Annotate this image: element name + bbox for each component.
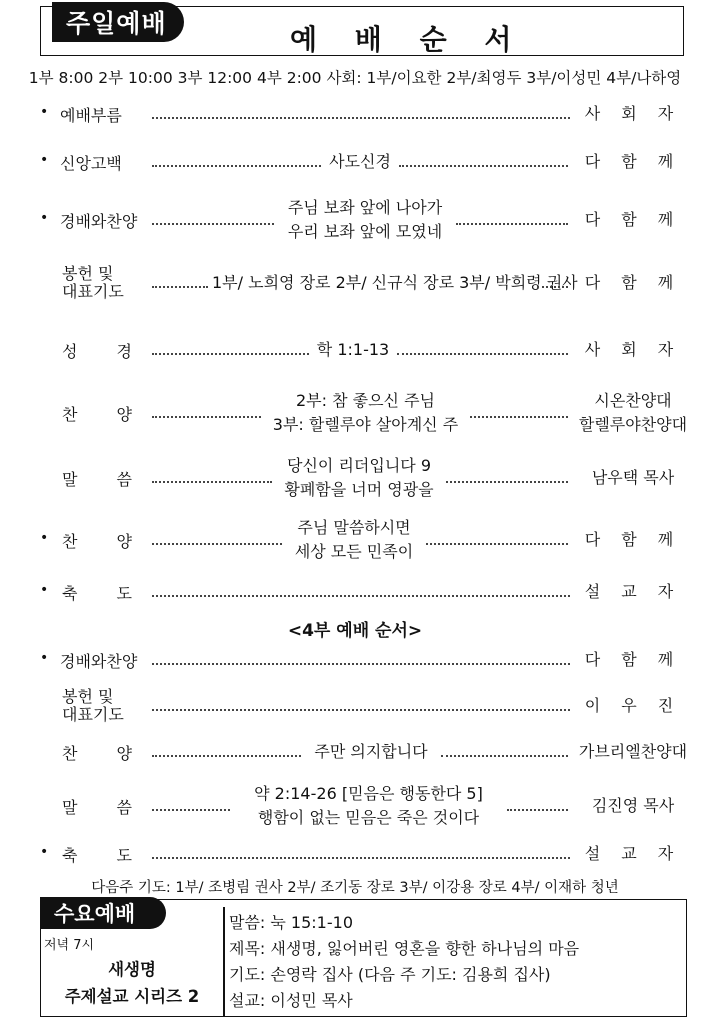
order-row — [0, 687, 710, 724]
order-leader-line: 설 교 자 — [584, 844, 682, 863]
bullet: • — [40, 844, 49, 860]
order-leader-line: 남우택 목사 — [591, 468, 675, 487]
wednesday-line: 말씀: 눅 15:1-10 — [229, 913, 353, 932]
order-leader — [558, 648, 708, 672]
order-content-line: 3부: 할렐루야 살아계신 주 — [272, 415, 459, 434]
order-content-line: 1부/ 노희영 장로 2부/ 신규식 장로 3부/ 박희령 권사 — [212, 273, 578, 292]
order-row — [0, 338, 710, 362]
order-label — [62, 843, 132, 866]
order-label — [62, 581, 132, 604]
leader-dots — [446, 481, 568, 483]
wednesday-time: 저녁 7시 — [44, 938, 95, 953]
order-label-char: 축 — [62, 846, 78, 865]
order-leader-line: 가브리엘찬양대 — [578, 742, 688, 761]
order-label-char: 축 — [62, 584, 78, 603]
bullet: • — [40, 152, 49, 168]
order-leader-line: 다 함 께 — [584, 152, 682, 171]
order-label-char: 도 — [116, 584, 132, 603]
wednesday-line: 기도: 손영락 집사 (다음 주 기도: 김용희 집사) — [229, 965, 551, 984]
order-label — [62, 467, 132, 490]
order-leader — [558, 466, 708, 490]
bullet: • — [40, 582, 49, 598]
leader-dots — [152, 809, 230, 811]
leader-dots — [152, 755, 301, 757]
leader-dots — [152, 663, 570, 665]
order-leader-line: 이 우 진 — [584, 696, 682, 715]
order-content-line: 사도신경 — [329, 152, 391, 171]
order-label — [62, 339, 132, 362]
bullet: • — [40, 650, 49, 666]
order-label — [62, 741, 132, 764]
order-label-char: 양 — [116, 405, 132, 424]
order-row — [0, 389, 710, 437]
order-row — [0, 782, 710, 830]
order-leader — [558, 102, 708, 126]
order-leader-line: 다 함 께 — [584, 210, 682, 229]
order-content-line: 우리 보좌 앞에 모였네 — [287, 222, 443, 241]
leader-dots — [152, 416, 261, 418]
order-leader-line: 시온찬양대 — [594, 391, 672, 410]
page-title: 예 배 순 서 — [290, 23, 526, 56]
order-leader-line: 할렐루야찬양대 — [578, 415, 688, 434]
order-leader — [558, 842, 708, 866]
leader-dots — [152, 543, 282, 545]
order-row — [0, 516, 710, 564]
order-content-line: 세상 모든 민족이 — [294, 542, 414, 561]
order-label: 경배와찬양 — [60, 212, 138, 231]
order-label-line: 봉헌 및 — [62, 687, 114, 706]
leader-dots — [426, 543, 568, 545]
order-row — [0, 842, 710, 866]
wednesday-line: 설교: 이성민 목사 — [229, 991, 353, 1010]
leader-dots — [152, 857, 570, 859]
leader-dots — [152, 165, 321, 167]
fourth-service-title: <4부 예배 순서> — [287, 621, 423, 641]
order-label-char: 찬 — [62, 744, 78, 763]
order-content-line: 행함이 없는 믿음은 죽은 것이다 — [257, 808, 480, 827]
order-content — [276, 454, 442, 502]
order-label — [62, 529, 132, 552]
order-leader — [558, 580, 708, 604]
leader-dots — [152, 286, 208, 288]
leader-dots — [470, 416, 568, 418]
wednesday-divider — [223, 907, 225, 1017]
order-leader-line: 사 회 자 — [584, 340, 682, 359]
order-label-line: 대표기도 — [62, 705, 124, 724]
order-leader — [558, 208, 708, 232]
order-row — [0, 580, 710, 604]
wednesday-series — [42, 956, 222, 1010]
order-label-char: 찬 — [62, 405, 78, 424]
series-subtitle: 주제설교 시리즈 2 — [64, 987, 200, 1006]
order-row — [0, 264, 710, 301]
leader-dots — [399, 165, 568, 167]
leader-dots — [441, 755, 568, 757]
service-times: 1부 8:00 2부 10:00 3부 12:00 4부 2:00 사회: 1부/이요한 2부/최영두 3부/이성민 4부/나하영 — [28, 69, 682, 87]
order-content — [265, 389, 466, 437]
order-label — [62, 402, 132, 425]
order-row — [0, 102, 710, 126]
order-leader — [558, 794, 708, 818]
wednesday-line: 제목: 새생명, 잃어버린 영혼을 향한 하나님의 마음 — [229, 939, 580, 958]
order-label-char: 찬 — [62, 532, 78, 551]
order-content-line: 약 2:14-26 [믿음은 행동한다 5] — [254, 784, 483, 803]
order-leader-line: 사 회 자 — [584, 104, 682, 123]
order-leader-line: 다 함 께 — [584, 650, 682, 669]
order-row — [0, 196, 710, 244]
order-leader-line: 설 교 자 — [584, 582, 682, 601]
wednesday-details — [229, 910, 579, 1014]
order-content — [212, 271, 578, 295]
order-row — [0, 454, 710, 502]
bullet: • — [40, 530, 49, 546]
wednesday-badge: 수요예배 — [40, 897, 166, 929]
order-leader-line: 김진영 목사 — [591, 796, 675, 815]
order-label-char: 씀 — [116, 798, 132, 817]
order-label: 경배와찬양 — [60, 652, 138, 671]
order-label-line: 대표기도 — [62, 282, 124, 301]
order-leader — [558, 528, 708, 552]
bullet: • — [40, 210, 49, 226]
leader-dots — [152, 353, 309, 355]
order-row — [0, 648, 710, 672]
order-leader — [558, 271, 708, 295]
service-badge: 주일예배 — [52, 2, 184, 42]
leader-dots — [152, 481, 272, 483]
order-leader — [558, 389, 708, 437]
order-label-char: 양 — [116, 744, 132, 763]
leader-dots — [456, 223, 568, 225]
series-title: 새생명 — [108, 960, 156, 979]
leader-dots — [152, 223, 274, 225]
order-label-char: 경 — [116, 342, 132, 361]
order-content-line: 주님 보좌 앞에 나아가 — [287, 198, 443, 217]
order-label-char: 말 — [62, 470, 78, 489]
order-leader — [558, 338, 708, 362]
order-label-char: 씀 — [116, 470, 132, 489]
next-week-prayer: 다음주 기도: 1부/ 조병림 권사 2부/ 조기동 장로 3부/ 이강용 장로 4부/ 이재하 청년 — [91, 880, 619, 896]
order-leader — [558, 150, 708, 174]
bullet: • — [40, 104, 49, 120]
order-content — [325, 150, 395, 174]
order-leader-line: 다 함 께 — [584, 273, 682, 292]
order-content-line: 주만 의지합니다 — [314, 742, 428, 761]
order-content-line: 2부: 참 좋으신 주님 — [295, 391, 436, 410]
order-content-line: 황폐함을 너머 영광을 — [284, 480, 434, 499]
order-label-char: 성 — [62, 342, 78, 361]
leader-dots — [397, 353, 568, 355]
leader-dots — [152, 709, 570, 711]
order-row — [0, 740, 710, 764]
order-label: 신앙고백 — [60, 154, 122, 173]
order-label: 예배부름 — [60, 106, 122, 125]
order-content — [313, 338, 393, 362]
order-leader — [558, 740, 708, 764]
order-row — [0, 150, 710, 174]
order-label-char: 양 — [116, 532, 132, 551]
order-label — [62, 688, 124, 724]
order-content — [286, 516, 422, 564]
order-leader-line: 다 함 께 — [584, 530, 682, 549]
order-content — [305, 740, 437, 764]
order-content-line: 당신이 리더입니다 9 — [287, 456, 431, 475]
order-label-line: 봉헌 및 — [62, 264, 114, 283]
leader-dots — [152, 117, 570, 119]
order-label — [62, 795, 132, 818]
order-content-line: 주님 말씀하시면 — [297, 518, 411, 537]
order-label-char: 말 — [62, 798, 78, 817]
order-content — [234, 782, 503, 830]
leader-dots — [152, 595, 570, 597]
order-content — [278, 196, 452, 244]
order-leader — [558, 694, 708, 718]
order-label — [62, 265, 124, 301]
order-label-char: 도 — [116, 846, 132, 865]
order-content-line: 학 1:1-13 — [316, 340, 390, 359]
